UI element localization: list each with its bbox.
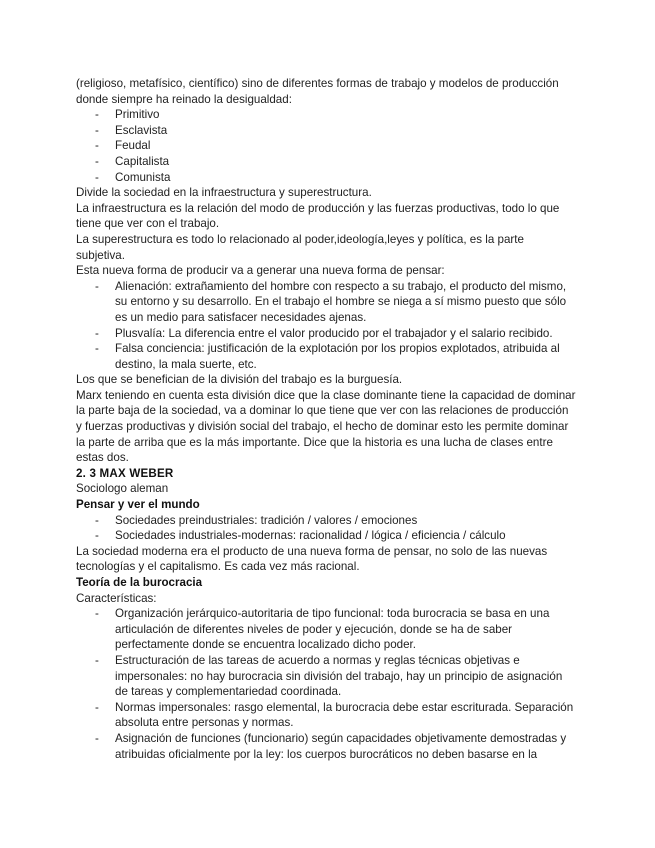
subheading-burocracia: Teoría de la burocracia [76, 576, 203, 589]
list-item: - Estructuración de las tareas de acuerdo a normas y reglas técnicas objetivas e impersonales: no hay burocracia sin división del trabajo, hay un principio de asignación de tareas y complementariedad coordinada. [76, 653, 576, 700]
document-page [76, 76, 576, 762]
concepts-list [76, 279, 576, 373]
subheading-pensar: Pensar y ver el mundo [76, 498, 200, 512]
list-item: - Sociedades industriales-modernas: racionalidad / lógica / eficiencia / cálculo [76, 528, 576, 544]
list-item: - Plusvalía: La diferencia entre el valor producido por el trabajador y el salario recibido. [76, 326, 576, 342]
paragraph-divide: Divide la sociedad en la infraestructura y superestructura. [76, 186, 372, 200]
paragraph-nueva-forma: Esta nueva forma de producir va a generar una nueva forma de pensar: [76, 264, 445, 278]
list-item: - Capitalista [76, 154, 576, 170]
list-item: - Alienación: extrañamiento del hombre con respecto a su trabajo, el producto del mismo, su entorno y su desarrollo. En el trabajo el hombre se niega a sí mismo puesto que sólo es un medio para satisfacer necesidades ajenas. [76, 279, 576, 326]
list-item: - Esclavista [76, 123, 576, 139]
paragraph-marx: Marx teniendo en cuenta esta división dice que la clase dominante tiene la capacidad de dominar la parte baja de la sociedad, va a dominar lo que tiene que ver con las relaciones de producción y fuerzas productivas y división social del trabajo, el hecho de dominar esto les permite dominar la parte de arriba que es la más importante. Dice que la historia es una lucha de clases entre estas dos. [76, 388, 576, 465]
paragraph-infraestructura: La infraestructura es la relación del modo de producción y las fuerzas productivas, todo lo que tiene que ver con el trabajo. [76, 201, 560, 231]
list-item: - Feudal [76, 138, 576, 154]
paragraph-sociologo: Sociologo aleman [76, 482, 169, 496]
production-modes-list [76, 107, 576, 185]
list-item: - Organización jerárquico-autoritaria de tipo funcional: toda burocracia se basa en una articulación de diferentes niveles de poder y ejecución, donde se ha de saber perfectamente donde se encuentra localizado dicho poder. [76, 606, 576, 653]
societies-list [76, 513, 576, 544]
list-item: - Normas impersonales: rasgo elemental, la burocracia debe estar escriturada. Separación absoluta entre personas y normas. [76, 700, 576, 731]
list-item: - Asignación de funciones (funcionario) según capacidades objetivamente demostradas y atribuidas oficialmente por la ley: los cuerpos burocráticos no deben basarse en la [76, 731, 576, 762]
paragraph-burguesia: Los que se benefician de la división del trabajo es la burguesía. [76, 373, 403, 387]
list-item: - Falsa conciencia: justificación de la explotación por los propios explotados, atribuida al destino, la mala suerte, etc. [76, 341, 576, 372]
paragraph-superestructura: La superestructura es todo lo relacionado al poder,ideología,leyes y política, es la parte subjetiva. [76, 232, 524, 262]
characteristics-list [76, 606, 576, 762]
section-heading-weber: 2. 3 MAX WEBER [76, 466, 174, 480]
paragraph-sociedad-moderna: La sociedad moderna era el producto de una nueva forma de pensar, no solo de las nuevas tecnologías y el capitalismo. Es cada vez más racional. [76, 544, 548, 574]
paragraph-caracteristicas: Características: [76, 591, 157, 605]
list-item: - Primitivo [76, 107, 576, 123]
list-item: - Sociedades preindustriales: tradición / valores / emociones [76, 513, 576, 529]
list-item: - Comunista [76, 170, 576, 186]
intro-paragraph: (religioso, metafísico, científico) sino de diferentes formas de trabajo y modelos de producción donde siempre ha reinado la desigualdad: [76, 77, 559, 106]
